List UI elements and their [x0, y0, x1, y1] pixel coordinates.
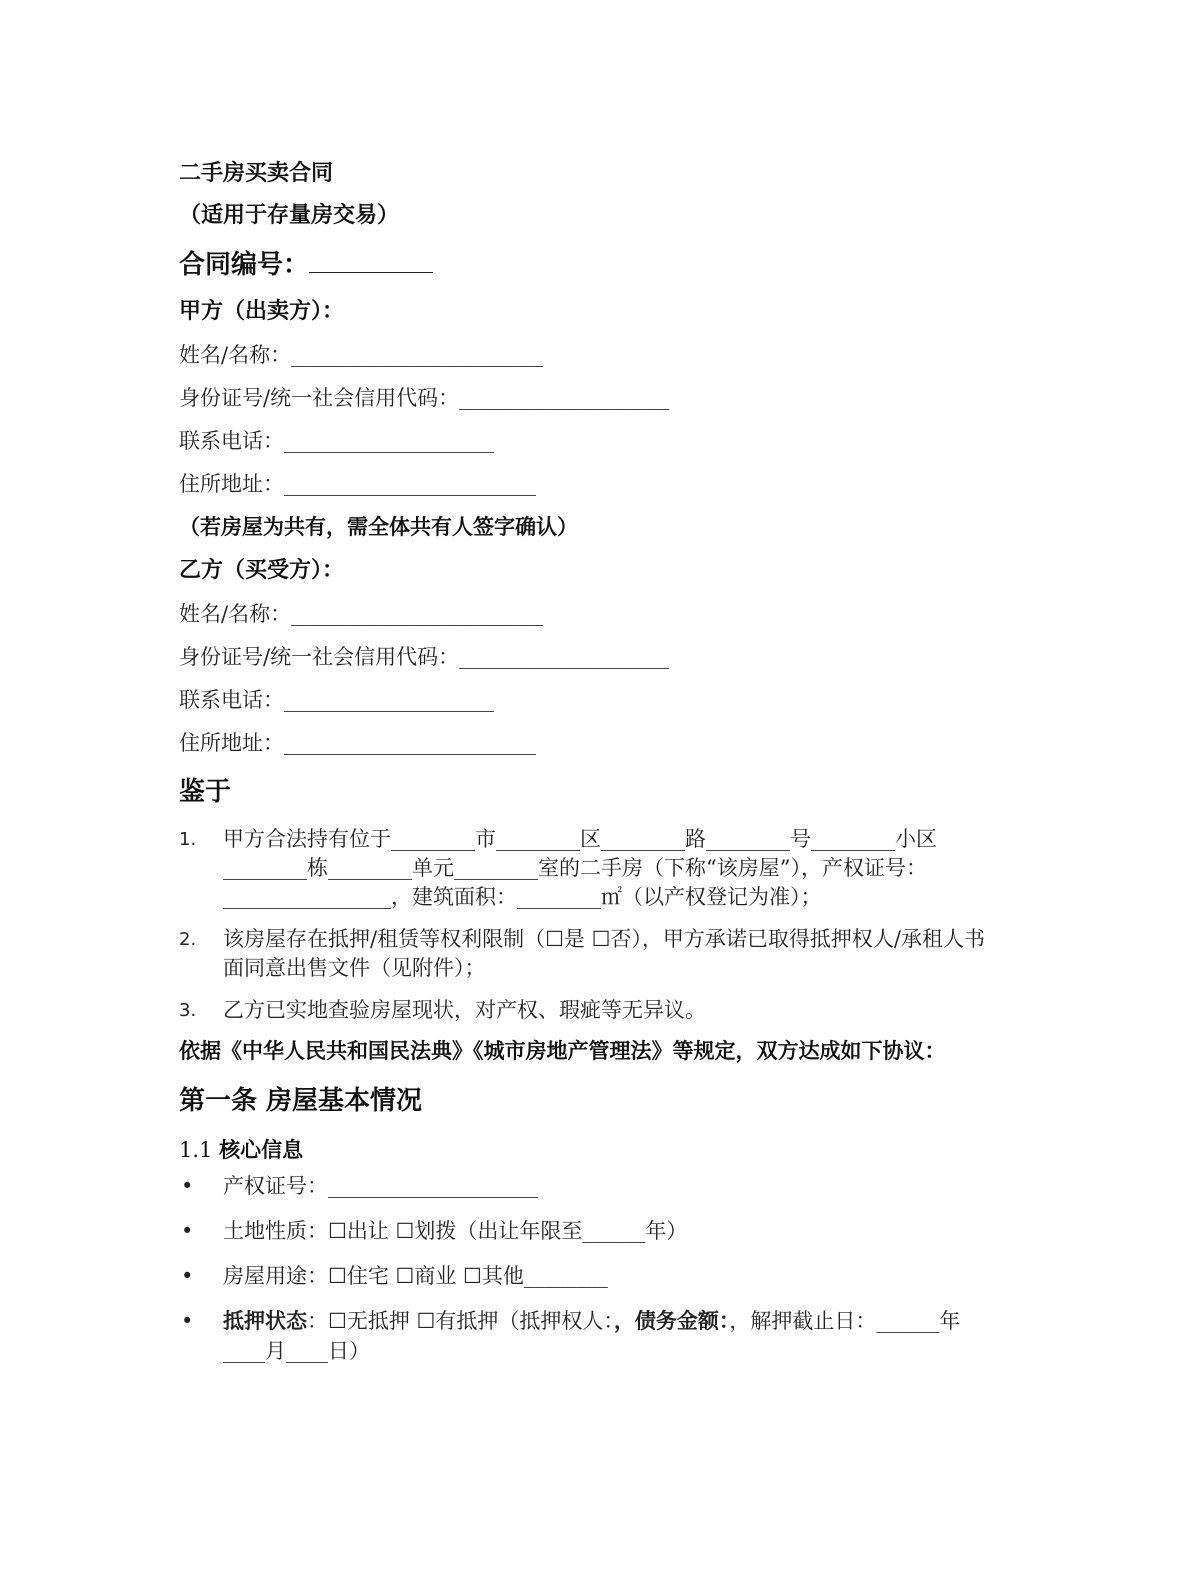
party-b-id-label: 身份证号/统一社会信用代码： [179, 645, 460, 669]
party-a-name-label: 姓名/名称： [179, 343, 292, 367]
item-value[interactable]: ☐住宅 ☐商业 ☐其他________ [328, 1264, 608, 1288]
party-b-phone-field [179, 679, 989, 722]
party-a-address-blank[interactable]: ________________________ [284, 472, 536, 496]
party-b-address-label: 住所地址： [179, 731, 284, 755]
item-value[interactable]: ____________________ [328, 1174, 538, 1198]
contract-subtitle: （适用于存量房交易） [179, 203, 400, 228]
article-1-heading: 第一条 房屋基本情况 [179, 1086, 423, 1116]
party-a-name-field [179, 334, 989, 377]
party-b-id-blank[interactable]: ____________________ [459, 645, 670, 669]
debt-amount-label: 债务金额： [634, 1309, 730, 1333]
co-owner-note: （若房屋为共有，需全体共有人签字确认） [179, 515, 578, 539]
recital-text: 甲方合法持有位于________市________区________路________号________小区________栋________单元________室的二手房（下称“该房屋”），产权证号：________________，建筑面积：________㎡（以产权登记为准）； [223, 827, 937, 909]
recital-text: 该房屋存在抵押/租赁等权利限制（☐是 ☐否），甲方承诺已取得抵押权人/承租人书面同意出售文件（见附件）； [223, 927, 985, 980]
bullet-icon: • [181, 1309, 194, 1333]
party-a-address-label: 住所地址： [179, 472, 284, 496]
item-label: 产权证号： [223, 1174, 328, 1198]
article-1-1-heading [179, 1129, 989, 1171]
party-b-address-field [179, 722, 989, 765]
contract-number [179, 240, 989, 290]
party-b-phone-blank[interactable]: ____________________ [284, 688, 494, 712]
recital-text: 乙方已实地查验房屋现状，对产权、瑕疵等无异议。 [223, 998, 706, 1022]
party-b-phone-label: 联系电话： [179, 688, 284, 712]
mortgage-comma: ， [613, 1309, 635, 1333]
party-b-name-blank[interactable]: ________________________ [291, 602, 544, 626]
recital-item [179, 825, 989, 912]
party-a-address-field [179, 463, 989, 506]
party-b-heading: 乙方（买受方）： [179, 558, 345, 583]
party-a-name-blank[interactable]: ________________________ [291, 343, 544, 367]
recitals-list [179, 825, 989, 1025]
legal-basis: 依据《中华人民共和国民法典》《城市房地产管理法》等规定，双方达成如下协议： [179, 1039, 946, 1063]
party-a-id-blank[interactable]: ____________________ [459, 386, 670, 410]
subsection-title: 核心信息 [219, 1138, 304, 1162]
recital-item [179, 996, 989, 1025]
bullet-icon: • [181, 1174, 194, 1198]
party-b-name-field [179, 593, 989, 636]
party-a-heading: 甲方（出卖方）： [179, 299, 345, 324]
recitals-heading: 鉴于 [179, 777, 232, 807]
recital-number: 1. [179, 829, 197, 850]
party-a-id-label: 身份证号/统一社会信用代码： [179, 386, 460, 410]
list-item [179, 1171, 989, 1201]
party-b-name-label: 姓名/名称： [179, 602, 292, 626]
recital-number: 2. [179, 929, 197, 950]
list-item [179, 1216, 989, 1246]
contract-number-blank[interactable] [309, 248, 433, 273]
recital-number: 3. [179, 1000, 197, 1021]
bullet-icon: • [181, 1264, 194, 1288]
subsection-number: 1.1 [179, 1138, 213, 1162]
contract-title: 二手房买卖合同 [179, 161, 334, 186]
party-a-phone-label: 联系电话： [179, 429, 284, 453]
list-item-mortgage [179, 1306, 989, 1366]
mortgage-options[interactable]: ：☐无抵押 ☐有抵押（抵押权人： [307, 1309, 614, 1333]
core-info-list [179, 1171, 989, 1366]
item-value[interactable]: ☐出让 ☐划拨（出让年限至______年） [328, 1219, 688, 1243]
party-b-address-blank[interactable]: ________________________ [284, 731, 536, 755]
contract-number-label: 合同编号： [179, 250, 310, 280]
contract-body [179, 156, 989, 1381]
party-b-id-field [179, 636, 989, 679]
mortgage-label: 抵押状态 [223, 1309, 307, 1333]
item-label: 房屋用途： [223, 1264, 328, 1288]
bullet-icon: • [181, 1219, 194, 1243]
party-a-phone-field [179, 420, 989, 463]
party-a-id-field [179, 377, 989, 420]
release-deadline[interactable]: ，解押截止日：______年____月____日） [223, 1309, 961, 1363]
item-label: 土地性质： [223, 1219, 328, 1243]
list-item [179, 1261, 989, 1291]
recital-item [179, 925, 989, 983]
party-a-phone-blank[interactable]: ____________________ [284, 429, 494, 453]
